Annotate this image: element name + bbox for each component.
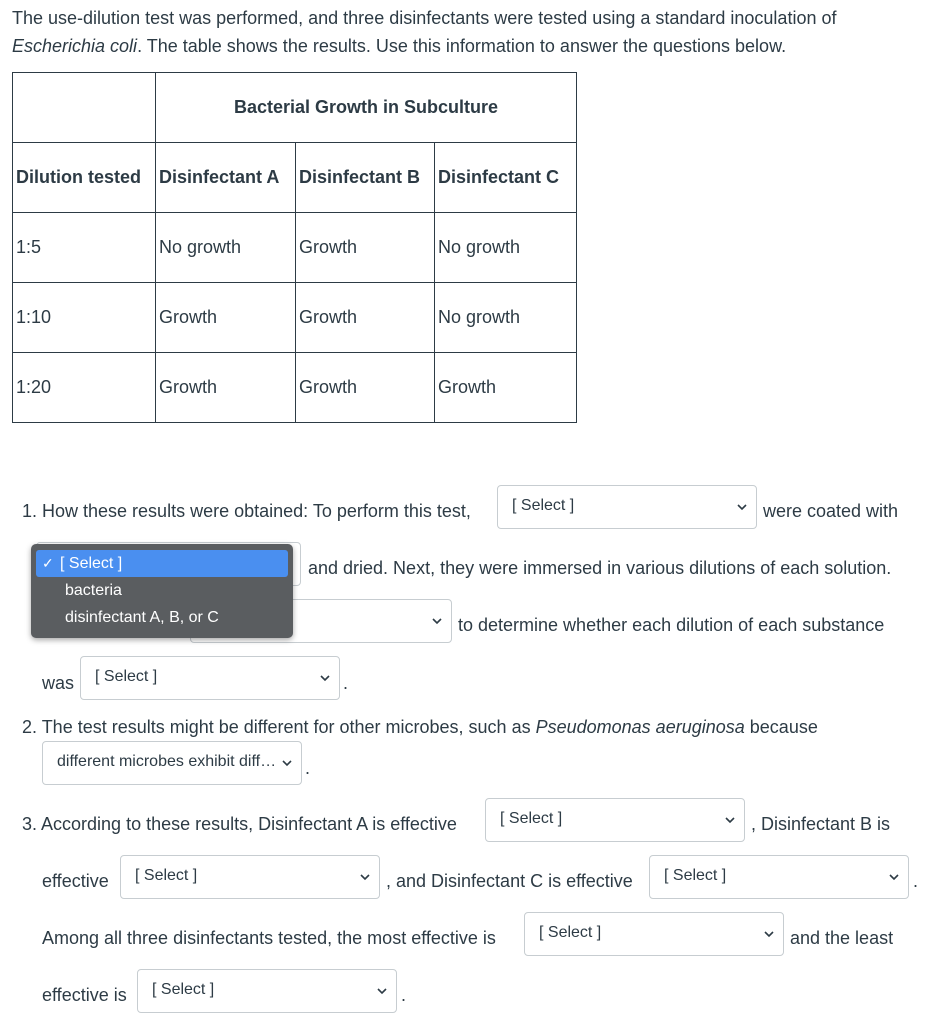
- chevron-down-icon: [431, 615, 443, 627]
- table-header-cell: Dilution tested: [13, 143, 156, 213]
- q3-text-d: , and Disinfectant C is effective: [386, 871, 633, 891]
- q1-text-d: to determine whether each dilution of each substance: [458, 615, 885, 635]
- q3-text-b: , Disinfectant B is: [751, 814, 891, 834]
- chevron-down-icon: [376, 985, 388, 997]
- q3-select-a[interactable]: [485, 798, 745, 842]
- q1-select-4[interactable]: [80, 656, 340, 700]
- intro-text-1: The use-dilution test was performed, and three disinfectants were tested using a standard inoculation of: [12, 8, 837, 28]
- chevron-down-icon: [763, 928, 775, 940]
- select-value: [ Select ]: [539, 924, 602, 941]
- q1-text-b: were coated with: [763, 501, 899, 521]
- table-cell: 1:10: [13, 283, 156, 353]
- table-group-header-row: [13, 73, 577, 143]
- table-cell: Growth: [156, 283, 296, 353]
- table-cell: Growth: [296, 353, 435, 423]
- select-value: [ Select ]: [95, 668, 158, 685]
- q1-select-1[interactable]: [497, 485, 757, 529]
- dropdown-option[interactable]: [36, 550, 288, 577]
- q3-select-b[interactable]: [120, 855, 380, 899]
- chevron-down-icon: [724, 814, 736, 826]
- table-row: [13, 353, 577, 423]
- option-label: disinfectant A, B, or C: [65, 609, 219, 626]
- q1-text-c: and dried. Next, they were immersed in various dilutions of each solution.: [308, 558, 892, 578]
- q2-text-a: 2. The test results might be different for other microbes, such as: [22, 717, 531, 737]
- table-cell: 1:20: [13, 353, 156, 423]
- results-table: [12, 72, 577, 423]
- q3-text-e: Among all three disinfectants tested, the most effective is: [42, 928, 496, 948]
- q3-text-c: effective: [42, 871, 109, 891]
- table-row: [13, 213, 577, 283]
- table-cell: No growth: [435, 213, 577, 283]
- q2-text-b: because: [749, 717, 818, 737]
- select-value: [ Select ]: [135, 867, 198, 884]
- q3-text-f: and the least: [790, 928, 894, 948]
- table-group-header: Bacterial Growth in Subculture: [156, 73, 577, 143]
- select-value: [ Select ]: [152, 981, 215, 998]
- select-value: different microbes exhibit diff…: [57, 753, 277, 770]
- select-value: [ Select ]: [664, 867, 727, 884]
- q3-select-most[interactable]: [524, 912, 784, 956]
- chevron-down-icon: [736, 501, 748, 513]
- table-cell: Growth: [156, 353, 296, 423]
- dropdown-option[interactable]: [36, 577, 288, 604]
- table-cell: No growth: [156, 213, 296, 283]
- q3-period-2: .: [401, 985, 407, 1005]
- q1-text-a: 1. How these results were obtained: To perform this test,: [22, 501, 471, 521]
- table-cell: Growth: [296, 213, 435, 283]
- select-value: [ Select ]: [512, 497, 575, 514]
- chevron-down-icon: [888, 871, 900, 883]
- q3-text-a: 3. According to these results, Disinfectant A is effective: [22, 814, 457, 834]
- q3-select-c[interactable]: [649, 855, 909, 899]
- q2-select[interactable]: [42, 741, 302, 785]
- table-header-cell: Disinfectant C: [435, 143, 577, 213]
- select-value: [ Select ]: [500, 810, 563, 827]
- table-header-cell: Disinfectant A: [156, 143, 296, 213]
- dropdown-popup: [31, 544, 293, 638]
- q1-text-e: was: [42, 673, 75, 693]
- option-label: bacteria: [65, 582, 122, 599]
- intro-text-2: . The table shows the results. Use this information to answer the questions below.: [137, 36, 787, 56]
- q3-text-g: effective is: [42, 985, 127, 1005]
- check-icon: ✓: [42, 555, 54, 571]
- dropdown-option[interactable]: [36, 604, 288, 631]
- table-cell: 1:5: [13, 213, 156, 283]
- table-corner-cell: [13, 73, 156, 143]
- option-label: [ Select ]: [60, 555, 123, 572]
- intro-organism: Escherichia coli: [12, 36, 138, 56]
- table-cell: Growth: [296, 283, 435, 353]
- table-cell: Growth: [435, 353, 577, 423]
- q2-text: [22, 716, 818, 738]
- table-header-row: [13, 143, 577, 213]
- q1-period: .: [343, 673, 349, 693]
- q3-select-least[interactable]: [137, 969, 397, 1013]
- chevron-down-icon: [281, 757, 293, 769]
- table-cell: No growth: [435, 283, 577, 353]
- table-header-cell: Disinfectant B: [296, 143, 435, 213]
- chevron-down-icon: [359, 871, 371, 883]
- chevron-down-icon: [319, 672, 331, 684]
- q2-organism: Pseudomonas aeruginosa: [535, 717, 745, 737]
- intro-paragraph: [12, 4, 922, 60]
- table-row: [13, 283, 577, 353]
- q2-period: .: [305, 758, 311, 778]
- q3-period-1: .: [913, 871, 919, 891]
